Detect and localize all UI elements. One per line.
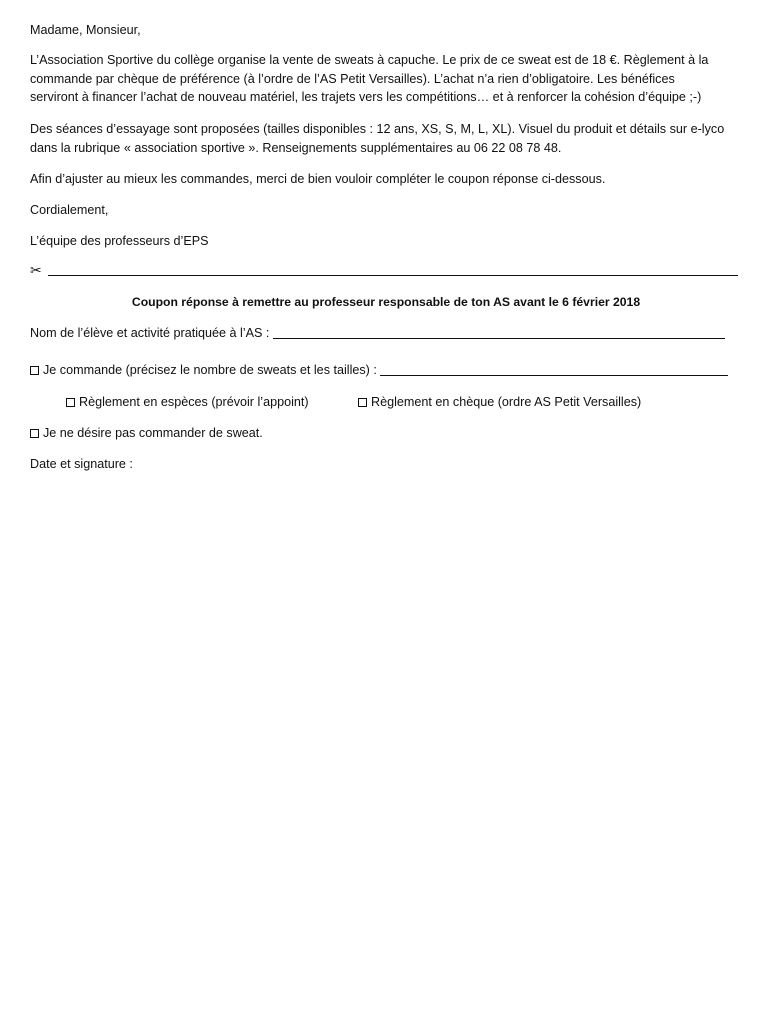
salutation: Madame, Monsieur,: [30, 23, 141, 37]
payment-cash-option: [66, 393, 396, 411]
order-row: [30, 361, 742, 379]
student-name-label: Nom de l’élève et activité pratiquée à l’AS :: [30, 326, 270, 340]
date-signature-label: Date et signature :: [30, 457, 133, 471]
student-name-field[interactable]: [273, 326, 725, 339]
scissors-icon: ✂: [30, 262, 42, 278]
payment-cash-label: Règlement en espèces (prévoir l’appoint): [79, 395, 309, 409]
payment-cash-checkbox[interactable]: [66, 398, 75, 407]
closing: Cordialement,: [30, 203, 109, 217]
paragraph-request: Afin d’ajuster au mieux les commandes, merci de bien vouloir compléter le coupon réponse ci-dessous.: [30, 172, 606, 186]
paragraph-line: dans la rubrique « association sportive ». Renseignements supplémentaires au 06 22 08 78 48.: [30, 140, 562, 155]
payment-check-option: [358, 393, 738, 411]
order-details-field[interactable]: [380, 363, 728, 376]
paragraph-line: commande par chèque de préférence (à l’ordre de l’AS Petit Versailles). L’achat n’a rien d’obligatoire. Les bénéfices: [30, 71, 675, 86]
coupon-title: Coupon réponse à remettre au professeur responsable de ton AS avant le 6 février 2018: [131, 295, 641, 309]
order-checkbox[interactable]: [30, 366, 39, 375]
no-order-checkbox[interactable]: [30, 429, 39, 438]
student-name-row: [30, 324, 742, 342]
paragraph-sale-info: [30, 51, 742, 107]
no-order-label: Je ne désire pas commander de sweat.: [43, 426, 263, 440]
cut-line-rule: [48, 263, 738, 276]
payment-check-label: Règlement en chèque (ordre AS Petit Versailles): [371, 395, 642, 409]
order-label: Je commande (précisez le nombre de sweats et les tailles) :: [43, 363, 377, 377]
no-order-row: [30, 424, 742, 442]
payment-check-checkbox[interactable]: [358, 398, 367, 407]
paragraph-line: serviront à financer l’achat de nouveau matériel, les trajets vers les compétitions… et à renforcer la cohésion d’équipe ;-): [30, 90, 702, 104]
paragraph-line: L’Association Sportive du collège organise la vente de sweats à capuche. Le prix de ce sweat est de 18 €. Règlement à la: [30, 53, 709, 67]
signature: L’équipe des professeurs d’EPS: [30, 234, 209, 248]
cut-line: [30, 261, 742, 279]
paragraph-line: Des séances d’essayage sont proposées (tailles disponibles : 12 ans, XS, S, M, L, XL). Visuel du produit et détails sur e-lyco: [30, 122, 725, 136]
paragraph-fitting-info: [30, 120, 742, 157]
